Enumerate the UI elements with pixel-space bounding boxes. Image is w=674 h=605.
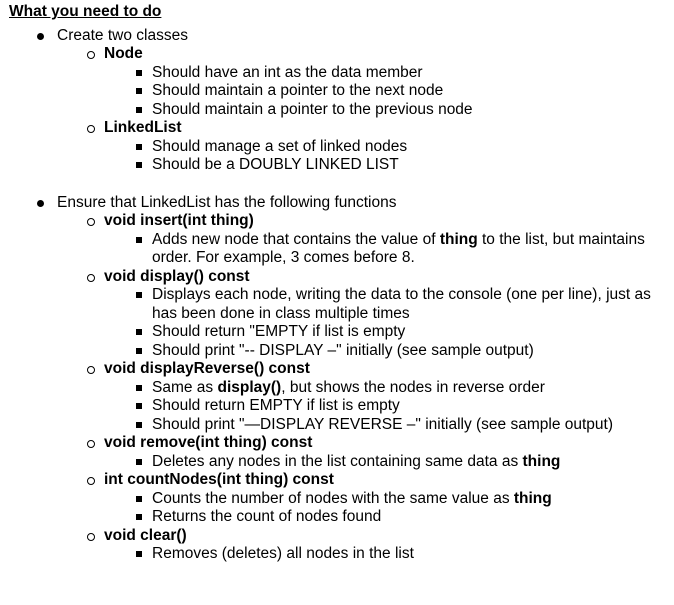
square-bullet-icon [136,70,142,76]
list-item [9,323,674,342]
square-bullet-icon [136,514,142,520]
functions-list [57,212,674,564]
list-item [9,416,674,435]
function-title: void displayReverse() const [104,360,310,377]
list-item [9,379,674,398]
circle-bullet-icon [87,477,95,485]
square-bullet-icon [136,329,142,335]
list-item-create-classes [9,27,674,175]
bullet-icon [37,33,44,40]
list-item [9,490,674,509]
square-bullet-icon [136,107,142,113]
detail-text: to the list, but maintains order. For example, 3 comes before 8. [152,230,645,266]
list-item-functions [9,194,674,564]
node-requirements [104,64,674,120]
list-item-node-class [9,45,674,119]
list-item [9,64,674,83]
function-remove [9,434,674,471]
list-item [9,231,674,268]
square-bullet-icon [136,348,142,354]
list-item [9,453,674,472]
detail-text: Should print "—DISPLAY REVERSE –" initially (see sample output) [152,415,614,433]
square-bullet-icon [136,459,142,465]
function-clear [9,527,674,564]
detail-text: Same as [152,378,218,396]
function-details [104,286,674,360]
bullet-icon [37,200,44,207]
detail-text: Counts the number of nodes with the same value as [152,489,514,507]
detail-bold-text: thing [522,452,561,470]
detail-text: Should return EMPTY if list is empty [152,397,400,414]
square-bullet-icon [136,292,142,298]
list-item [9,545,674,564]
function-details [104,453,674,472]
requirement-text: Should have an int as the data member [152,63,423,81]
requirement-text: Should maintain a pointer to the previous node [152,100,473,118]
section-heading: What you need to do [9,3,162,20]
detail-bold-text: thing [513,489,552,507]
square-bullet-icon [136,422,142,428]
main-list [9,27,674,564]
square-bullet-icon [136,237,142,243]
circle-bullet-icon [87,218,95,226]
list-item [9,342,674,361]
requirement-text: Should be a DOUBLY LINKED LIST [152,156,399,173]
square-bullet-icon [136,496,142,502]
function-title: void insert(int thing) [104,212,254,229]
detail-text: , but shows the nodes in reverse order [281,378,545,396]
circle-bullet-icon [87,533,95,541]
circle-bullet-icon [87,440,95,448]
detail-text: Returns the count of nodes found [152,508,382,525]
detail-text: Displays each node, writing the data to the console (one per line), just as has been done in class multiple times [152,286,651,322]
list-item [9,82,674,101]
function-details [104,379,674,435]
square-bullet-icon [136,551,142,557]
function-title: int countNodes(int thing) const [104,471,334,488]
detail-bold-text: thing [439,230,478,248]
square-bullet-icon [136,144,142,150]
detail-text: Adds new node that contains the value of [152,230,440,248]
circle-bullet-icon [87,51,95,59]
function-display [9,268,674,361]
node-class-title: Node [104,45,143,62]
detail-text: Deletes any nodes in the list containing same data as [152,452,523,470]
function-insert [9,212,674,268]
list-item [9,397,674,416]
detail-text: Should return "EMPTY if list is empty [152,323,406,340]
circle-bullet-icon [87,125,95,133]
requirement-text: Should manage a set of linked nodes [152,137,408,155]
classes-list [57,45,674,175]
function-details [104,545,674,564]
linkedlist-requirements [104,138,674,175]
detail-bold-text: display() [217,378,282,396]
square-bullet-icon [136,88,142,94]
linkedlist-class-title: LinkedList [104,119,182,136]
square-bullet-icon [136,385,142,391]
detail-text: Should print "-- DISPLAY –" initially (see sample output) [152,341,534,359]
circle-bullet-icon [87,274,95,282]
list-item [9,101,674,120]
square-bullet-icon [136,403,142,409]
list-item-linkedlist-class [9,119,674,175]
detail-text: Removes (deletes) all nodes in the list [152,545,414,562]
function-title: void display() const [104,267,250,285]
list-item [9,508,674,527]
list-item [9,138,674,157]
list-item [9,286,674,323]
function-title: void remove(int thing) const [104,434,313,451]
function-details [104,231,674,268]
function-display-reverse [9,360,674,434]
requirement-text: Should maintain a pointer to the next node [152,82,444,99]
function-details [104,490,674,527]
create-classes-text: Create two classes [57,26,188,44]
function-title: void clear() [104,526,187,544]
circle-bullet-icon [87,366,95,374]
list-item [9,156,674,175]
functions-intro-text: Ensure that LinkedList has the following functions [57,193,397,211]
function-count-nodes [9,471,674,527]
square-bullet-icon [136,162,142,168]
